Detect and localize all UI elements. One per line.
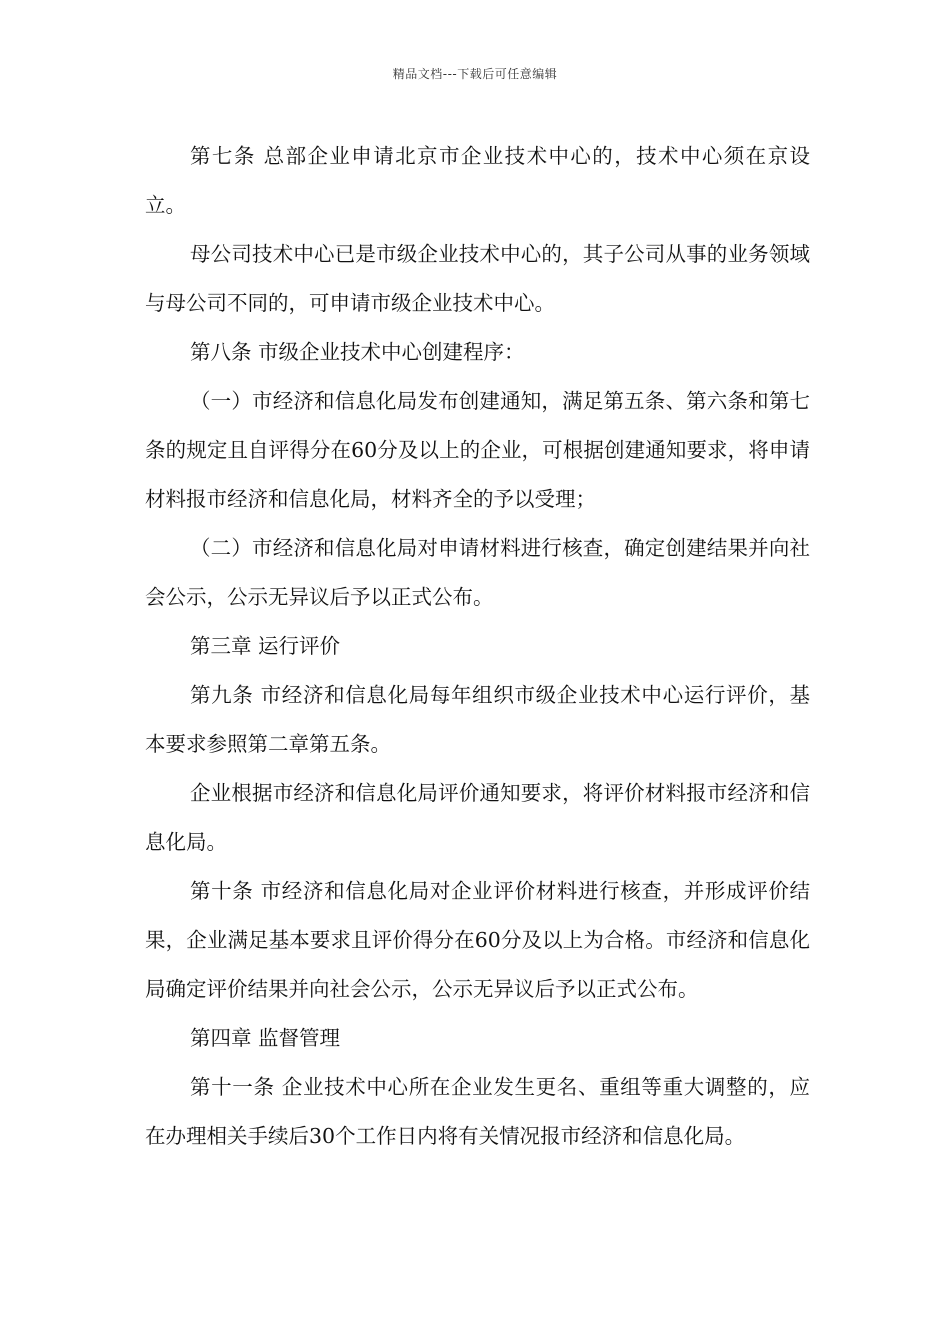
paragraph-article-11: 第十一条 企业技术中心所在企业发生更名、重组等重大调整的，应在办理相关手续后30个工作日内将有关情况报市经济和信息化局。 <box>145 1075 810 1148</box>
paragraph-item-2: （二）市经济和信息化局对申请材料进行核查，确定创建结果并向社会公示，公示无异议后予以正式公布。 <box>145 536 810 609</box>
chapter-heading-3: 第三章 运行评价 <box>190 634 341 658</box>
paragraph-item-1: （一）市经济和信息化局发布创建通知，满足第五条、第六条和第七条的规定且自评得分在60分及以上的企业，可根据创建通知要求，将申请材料报市经济和信息化局，材料齐全的予以受理； <box>145 389 810 511</box>
paragraph-article-8: 第八条 市级企业技术中心创建程序： <box>190 340 525 364</box>
paragraph-article-10: 第十条 市经济和信息化局对企业评价材料进行核查，并形成评价结果，企业满足基本要求且评价得分在60分及以上为合格。市经济和信息化局确定评价结果并向社会公示，公示无异议后予以正式公布。 <box>145 879 810 1001</box>
chapter-heading-4: 第四章 监督管理 <box>190 1026 341 1050</box>
paragraph-parent-company: 母公司技术中心已是市级企业技术中心的，其子公司从事的业务领域与母公司不同的，可申请市级企业技术中心。 <box>145 242 810 315</box>
page-header: 精品文档---下载后可任意编辑 <box>392 67 558 81</box>
paragraph-article-7: 第七条 总部企业申请北京市企业技术中心的，技术中心须在京设立。 <box>145 144 810 217</box>
paragraph-enterprise-submit: 企业根据市经济和信息化局评价通知要求，将评价材料报市经济和信息化局。 <box>145 781 810 854</box>
document-body <box>145 132 810 1161</box>
paragraph-article-9: 第九条 市经济和信息化局每年组织市级企业技术中心运行评价，基本要求参照第二章第五条。 <box>145 683 810 756</box>
